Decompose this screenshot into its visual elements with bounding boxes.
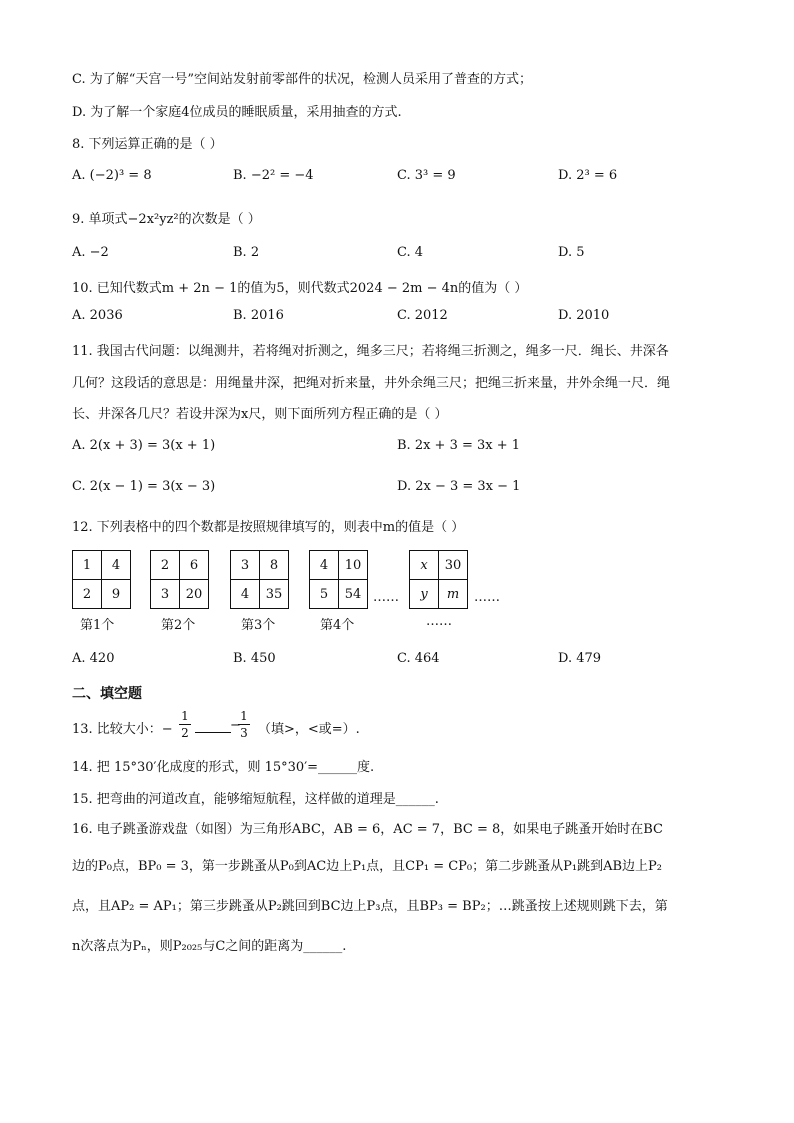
q12-grid-2 [150, 550, 209, 609]
q12-caption-2: 第2个 [161, 618, 196, 633]
q8-option-c: C. 3³ = 9 [397, 168, 456, 183]
q10-option-a: A. 2036 [72, 308, 123, 323]
q16-line3: 点，且AP₂ = AP₁；第三步跳蚤从P₂跳回到BC边上P₃点，且BP₃ = BP₂；…跳蚤按上述规则跳下去，第 [72, 899, 668, 914]
q10-option-c: C. 2012 [397, 308, 448, 323]
grid-cell: m [439, 580, 468, 609]
grid-cell: 4 [310, 551, 339, 580]
q12-grid-n [409, 550, 468, 609]
q16-line2: 边的P₀点，BP₀ = 3，第一步跳蚤从P₀到AC边上P₁点，且CP₁ = CP₀；第二步跳蚤从P₁跳到AB边上P₂ [72, 859, 662, 874]
q13-answer-blank [195, 732, 231, 733]
q12-grid-1 [72, 550, 131, 609]
option-d-line: D. 为了解一个家庭4位成员的睡眠质量，采用抽查的方式. [72, 105, 402, 120]
q12-caption-1: 第1个 [80, 618, 115, 633]
q9-option-b: B. 2 [233, 245, 260, 260]
q12-caption-3: 第3个 [241, 618, 276, 633]
q10-option-b: B. 2016 [233, 308, 284, 323]
grid-cell: 9 [102, 580, 131, 609]
q12-grid-4 [309, 550, 368, 609]
grid-cell: 54 [339, 580, 368, 609]
grid-cell: 30 [439, 551, 468, 580]
q13-fraction-1-denominator: 2 [181, 726, 189, 740]
grid-cell: 5 [310, 580, 339, 609]
grid-cell: 4 [102, 551, 131, 580]
q11-option-c: C. 2(x − 1) = 3(x − 3) [72, 479, 216, 494]
q12-caption-n: …… [426, 614, 452, 629]
q16-line4: n次落点为Pₙ，则P₂₀₂₅与C之间的距离为______. [72, 939, 347, 954]
q8-stem: 8. 下列运算正确的是（ ） [72, 137, 223, 152]
grid-cell: 3 [231, 551, 260, 580]
grid-cell: 1 [73, 551, 102, 580]
q11-option-a: A. 2(x + 3) = 3(x + 1) [72, 438, 216, 453]
grid-cell: 4 [231, 580, 260, 609]
q13-fraction-1-numerator: 1 [181, 709, 189, 723]
q11-option-b: B. 2x + 3 = 3x + 1 [397, 438, 521, 453]
grid-cell: 35 [260, 580, 289, 609]
q9-option-c: C. 4 [397, 245, 424, 260]
q12-ellipsis-2: …… [474, 590, 500, 605]
q10-option-d: D. 2010 [558, 308, 610, 323]
grid-cell: 20 [180, 580, 209, 609]
q13-fraction-1 [179, 709, 191, 740]
q11-stem-line3: 长、井深各几尺？若设井深为x尺，则下面所列方程正确的是（ ） [72, 407, 448, 422]
q8-option-a: A. (−2)³ = 8 [72, 168, 152, 183]
grid-cell: y [410, 580, 439, 609]
q13-fraction-2 [238, 709, 250, 740]
q16-line1: 16. 电子跳蚤游戏盘（如图）为三角形ABC，AB = 6，AC = 7，BC = 8，如果电子跳蚤开始时在BC [72, 822, 663, 837]
grid-cell: 10 [339, 551, 368, 580]
grid-cell: 2 [73, 580, 102, 609]
q15-text: 15. 把弯曲的河道改直，能够缩短航程，这样做的道理是______. [72, 792, 439, 807]
q13-minus: − [230, 718, 241, 733]
q9-stem: 9. 单项式−2x²yz²的次数是（ ） [72, 212, 261, 227]
q12-grid-3 [230, 550, 289, 609]
option-c-line: C. 为了解“天宫一号”空间站发射前零部件的状况，检测人员采用了普查的方式； [72, 72, 533, 87]
grid-cell: x [410, 551, 439, 580]
q11-option-d: D. 2x − 3 = 3x − 1 [397, 479, 521, 494]
q11-stem-line1: 11. 我国古代问题：以绳测井，若将绳对折测之，绳多三尺；若将绳三折测之，绳多一尺．绳长、井深各 [72, 344, 669, 359]
q11-stem-line2: 几何？这段话的意思是：用绳量井深，把绳对折来量，井外余绳三尺；把绳三折来量，井外余绳一尺．绳 [72, 376, 671, 391]
q13-suffix: （填>，<或=）. [258, 722, 360, 737]
q13-fraction-2-numerator: 1 [240, 709, 248, 723]
q8-option-d: D. 2³ = 6 [558, 168, 618, 183]
grid-cell: 8 [260, 551, 289, 580]
q12-option-c: C. 464 [397, 651, 440, 666]
q12-option-a: A. 420 [72, 651, 115, 666]
grid-cell: 3 [151, 580, 180, 609]
q13-fraction-2-denominator: 3 [240, 726, 248, 740]
q12-option-b: B. 450 [233, 651, 276, 666]
q9-option-d: D. 5 [558, 245, 585, 260]
q12-caption-4: 第4个 [320, 618, 355, 633]
q12-ellipsis-1: …… [373, 590, 399, 605]
q10-stem: 10. 已知代数式m + 2n − 1的值为5，则代数式2024 − 2m − 4n的值为（ ） [72, 281, 528, 296]
grid-cell: 6 [180, 551, 209, 580]
q12-stem: 12. 下列表格中的四个数都是按照规律填写的，则表中m的值是（ ） [72, 520, 465, 535]
q9-option-a: A. −2 [72, 245, 109, 260]
q8-option-b: B. −2² = −4 [233, 168, 314, 183]
q13-prefix: 13. 比较大小：− [72, 722, 173, 737]
section-heading: 二、填空题 [72, 686, 142, 702]
q12-option-d: D. 479 [558, 651, 602, 666]
grid-cell: 2 [151, 551, 180, 580]
q14-text: 14. 把 15°30′化成度的形式，则 15°30′=______度. [72, 760, 375, 775]
